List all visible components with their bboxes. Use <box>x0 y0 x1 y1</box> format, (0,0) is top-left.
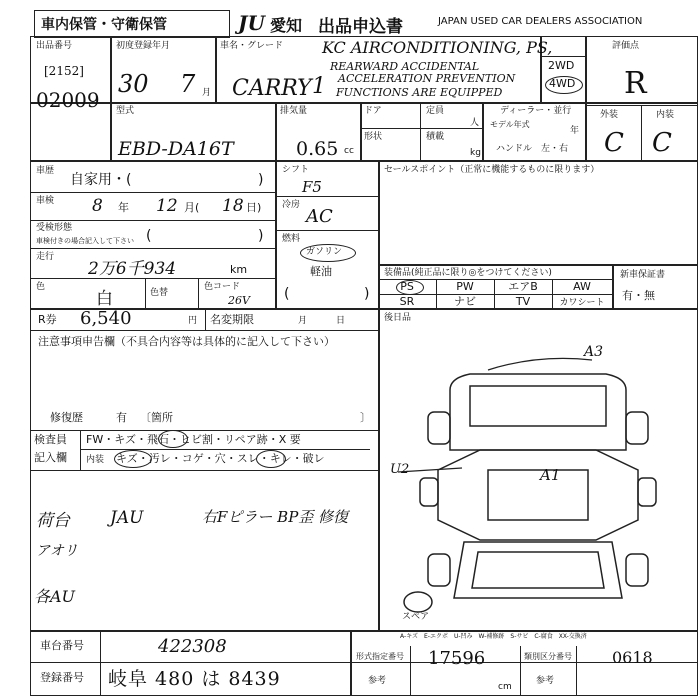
ac-value: AC <box>306 206 333 227</box>
gatsu-unit: 月( <box>184 201 200 214</box>
chassis-label: 車台番号 <box>40 639 84 652</box>
ref-label: 参考 <box>368 676 387 686</box>
model-value: EBD-DA16T <box>118 138 234 160</box>
inspector-note-label: 記入欄 <box>34 451 67 464</box>
repair-bracket: 〔箇所 <box>140 411 173 424</box>
association-name: JAPAN USED CAR DEALERS ASSOCIATION <box>438 16 643 27</box>
displacement-value: 0.65 <box>296 138 339 160</box>
ref2-label: 参考 <box>536 676 555 686</box>
fuel-gasoline: ガソリン <box>306 247 343 257</box>
reg-label: 登録番号 <box>40 671 84 684</box>
dealer-label: ディーラー・並行 <box>500 106 572 116</box>
handle-label: ハンドル 左・右 <box>496 144 569 154</box>
receipt-sub: 車検付きの場合記入して下さい <box>36 237 134 245</box>
month-unit: 月 <box>202 88 212 98</box>
grade-number: 1 <box>312 74 326 99</box>
fuel-label: 燃料 <box>282 234 301 244</box>
cc-unit: cc <box>344 146 354 156</box>
receipt-label: 受検形態 <box>36 223 73 233</box>
car-name-label: 車名・グレード <box>220 41 284 51</box>
warranty-label: 新車保証書 <box>620 270 666 280</box>
model-code-value: 17596 <box>428 648 486 669</box>
chassis-value: 422308 <box>158 636 227 657</box>
inspector-label: 検査員 <box>34 433 67 446</box>
rating-value: R <box>624 66 647 101</box>
equip-pw: PW <box>456 280 474 293</box>
exterior-grade: C <box>604 128 624 158</box>
model-label: 型式 <box>116 106 135 116</box>
lot-small: [2152] <box>44 64 84 78</box>
hw-cargo: 荷台 <box>36 511 70 531</box>
shift-value: F5 <box>302 178 322 196</box>
cm-unit: cm <box>498 682 512 692</box>
fuel-close: ) <box>364 286 370 302</box>
inspector-int-label: 内装 <box>86 455 105 465</box>
name-change-label: 名変期限 <box>210 313 254 326</box>
equip-ps: PS <box>400 280 414 293</box>
name-change-day: 日 <box>336 316 346 326</box>
equip-navi: ナビ <box>454 295 476 308</box>
car-diagram <box>378 330 698 650</box>
hw-pillar-repair: 右Fピラー BP歪 修復 <box>202 508 349 526</box>
color-value: 白 <box>96 289 113 309</box>
equip-leather: カワシート <box>559 298 605 308</box>
recycle-value: 6,540 <box>80 308 132 329</box>
recycle-label: R券 <box>38 313 57 326</box>
lot-number-label: 出品番号 <box>36 41 73 51</box>
drive-2wd: 2WD <box>548 59 575 72</box>
nen-unit: 年 <box>118 201 129 214</box>
lot-number: 02009 <box>36 88 100 112</box>
interior-grade: C <box>652 128 672 158</box>
km-unit: km <box>230 263 248 276</box>
fuel-diesel: 軽油 <box>310 265 332 278</box>
repair-close: 〕 <box>360 411 371 424</box>
history-value: 自家用・( <box>70 172 132 188</box>
grade-line-4: FUNCTIONS ARE EQUIPPED <box>336 86 503 99</box>
header-title-left: 車内保管・守衛保管 <box>41 17 167 33</box>
inspector-int-row: キズ・汚レ・コゲ・穴・スレ・キレ・破レ <box>116 452 325 465</box>
doors-label: ドア <box>364 106 382 116</box>
equip-tv: TV <box>515 295 531 308</box>
circle-scratch <box>114 450 152 468</box>
rear-items-label: 後日品 <box>384 313 412 323</box>
hw-tailgate: アオリ <box>36 543 78 559</box>
damage-a1: A1 <box>540 466 561 484</box>
reg-value: 岐阜 480 は 8439 <box>108 668 281 690</box>
interior-label: 内装 <box>656 110 675 120</box>
repair-value: 有 <box>116 411 127 424</box>
hw-jau: JAU <box>110 508 144 528</box>
mileage-value: 2万6千934 <box>88 259 177 279</box>
circle-chip <box>158 430 188 448</box>
spare-label: スペア <box>402 612 430 622</box>
color-change-label: 色替 <box>150 288 169 298</box>
org-name: 愛知 <box>270 16 303 35</box>
shift-label: シフト <box>282 165 310 175</box>
history-label: 車歴 <box>36 166 55 176</box>
model-year-label: モデル年式 <box>490 120 530 129</box>
equip-aw: AW <box>573 280 591 293</box>
first-reg-label: 初度登録年月 <box>116 41 171 51</box>
repair-label: 修復歴 <box>50 411 83 424</box>
color-code-value: 26V <box>228 294 250 307</box>
exterior-label: 外装 <box>600 110 619 120</box>
equipment-label: 装備品(純正品に限り◎をつけてください) <box>384 268 552 278</box>
ac-label: 冷房 <box>282 200 301 210</box>
inspection-label: 車検 <box>36 196 55 206</box>
class-code-label: 類別区分番号 <box>524 652 572 661</box>
history-close: ) <box>258 172 264 188</box>
header-title-box <box>34 10 230 38</box>
grade-line-3: ACCELERATION PREVENTION <box>338 72 516 85</box>
first-reg-year: 30 <box>118 70 149 98</box>
kg-unit: kg <box>470 148 481 158</box>
sales-point-label: セールスポイント（正常に機能するものに限ります） <box>384 165 600 175</box>
equip-sr: SR <box>399 295 415 308</box>
yen-unit: 円 <box>188 316 198 326</box>
load-label: 積載 <box>426 132 445 142</box>
mileage-label: 走行 <box>36 252 55 262</box>
equip-airbag: エアB <box>508 280 538 293</box>
car-name: CARRY <box>232 76 312 101</box>
inspection-month: 12 <box>156 196 178 216</box>
nichi-unit: 日) <box>246 201 262 214</box>
color-code-label: 色コード <box>204 282 241 292</box>
ju-logo: JU <box>238 11 265 35</box>
inspector-fw-row: FW・キズ・飛石・ヒビ割・リペア跡・X 要 <box>86 433 301 446</box>
damage-legend: A-キズ E-エクボ U-凹み W-補修跡 S-サビ C-腐食 XX-交換済 <box>400 633 587 640</box>
shape-label: 形状 <box>364 132 383 142</box>
capacity-label: 定員 <box>426 106 445 116</box>
color-label: 色 <box>36 282 46 292</box>
warranty-value: 有・無 <box>622 289 655 302</box>
damage-u2: U2 <box>390 462 410 477</box>
fuel-open: ( <box>284 286 290 302</box>
year-unit: 年 <box>570 126 580 136</box>
grade-line-2: REARWARD ACCIDENTAL <box>330 60 480 73</box>
notes-label: 注意事項申告欄（不具合内容等は具体的に記入して下さい） <box>38 335 335 348</box>
displacement-label: 排気量 <box>280 106 308 116</box>
damage-a3: A3 <box>584 344 604 360</box>
rating-label: 評価点 <box>612 41 640 51</box>
inspection-day: 18 <box>222 196 244 216</box>
name-change-month: 月 <box>298 316 308 326</box>
circle-wear <box>256 450 286 468</box>
first-reg-month: 7 <box>180 70 196 98</box>
model-code-label: 形式指定番号 <box>356 652 404 661</box>
hw-each-au: 各AU <box>34 587 76 606</box>
person-unit: 人 <box>470 118 480 128</box>
receipt-open: ( <box>146 228 152 244</box>
grade-line-1: KC AIRCONDITIONING, PS, <box>322 38 553 57</box>
drive-4wd: 4WD <box>549 77 576 90</box>
inspection-year: 8 <box>92 196 103 216</box>
class-code-value: 0618 <box>612 648 653 667</box>
doc-title: 出品申込書 <box>318 17 403 37</box>
receipt-close: ) <box>258 228 264 244</box>
